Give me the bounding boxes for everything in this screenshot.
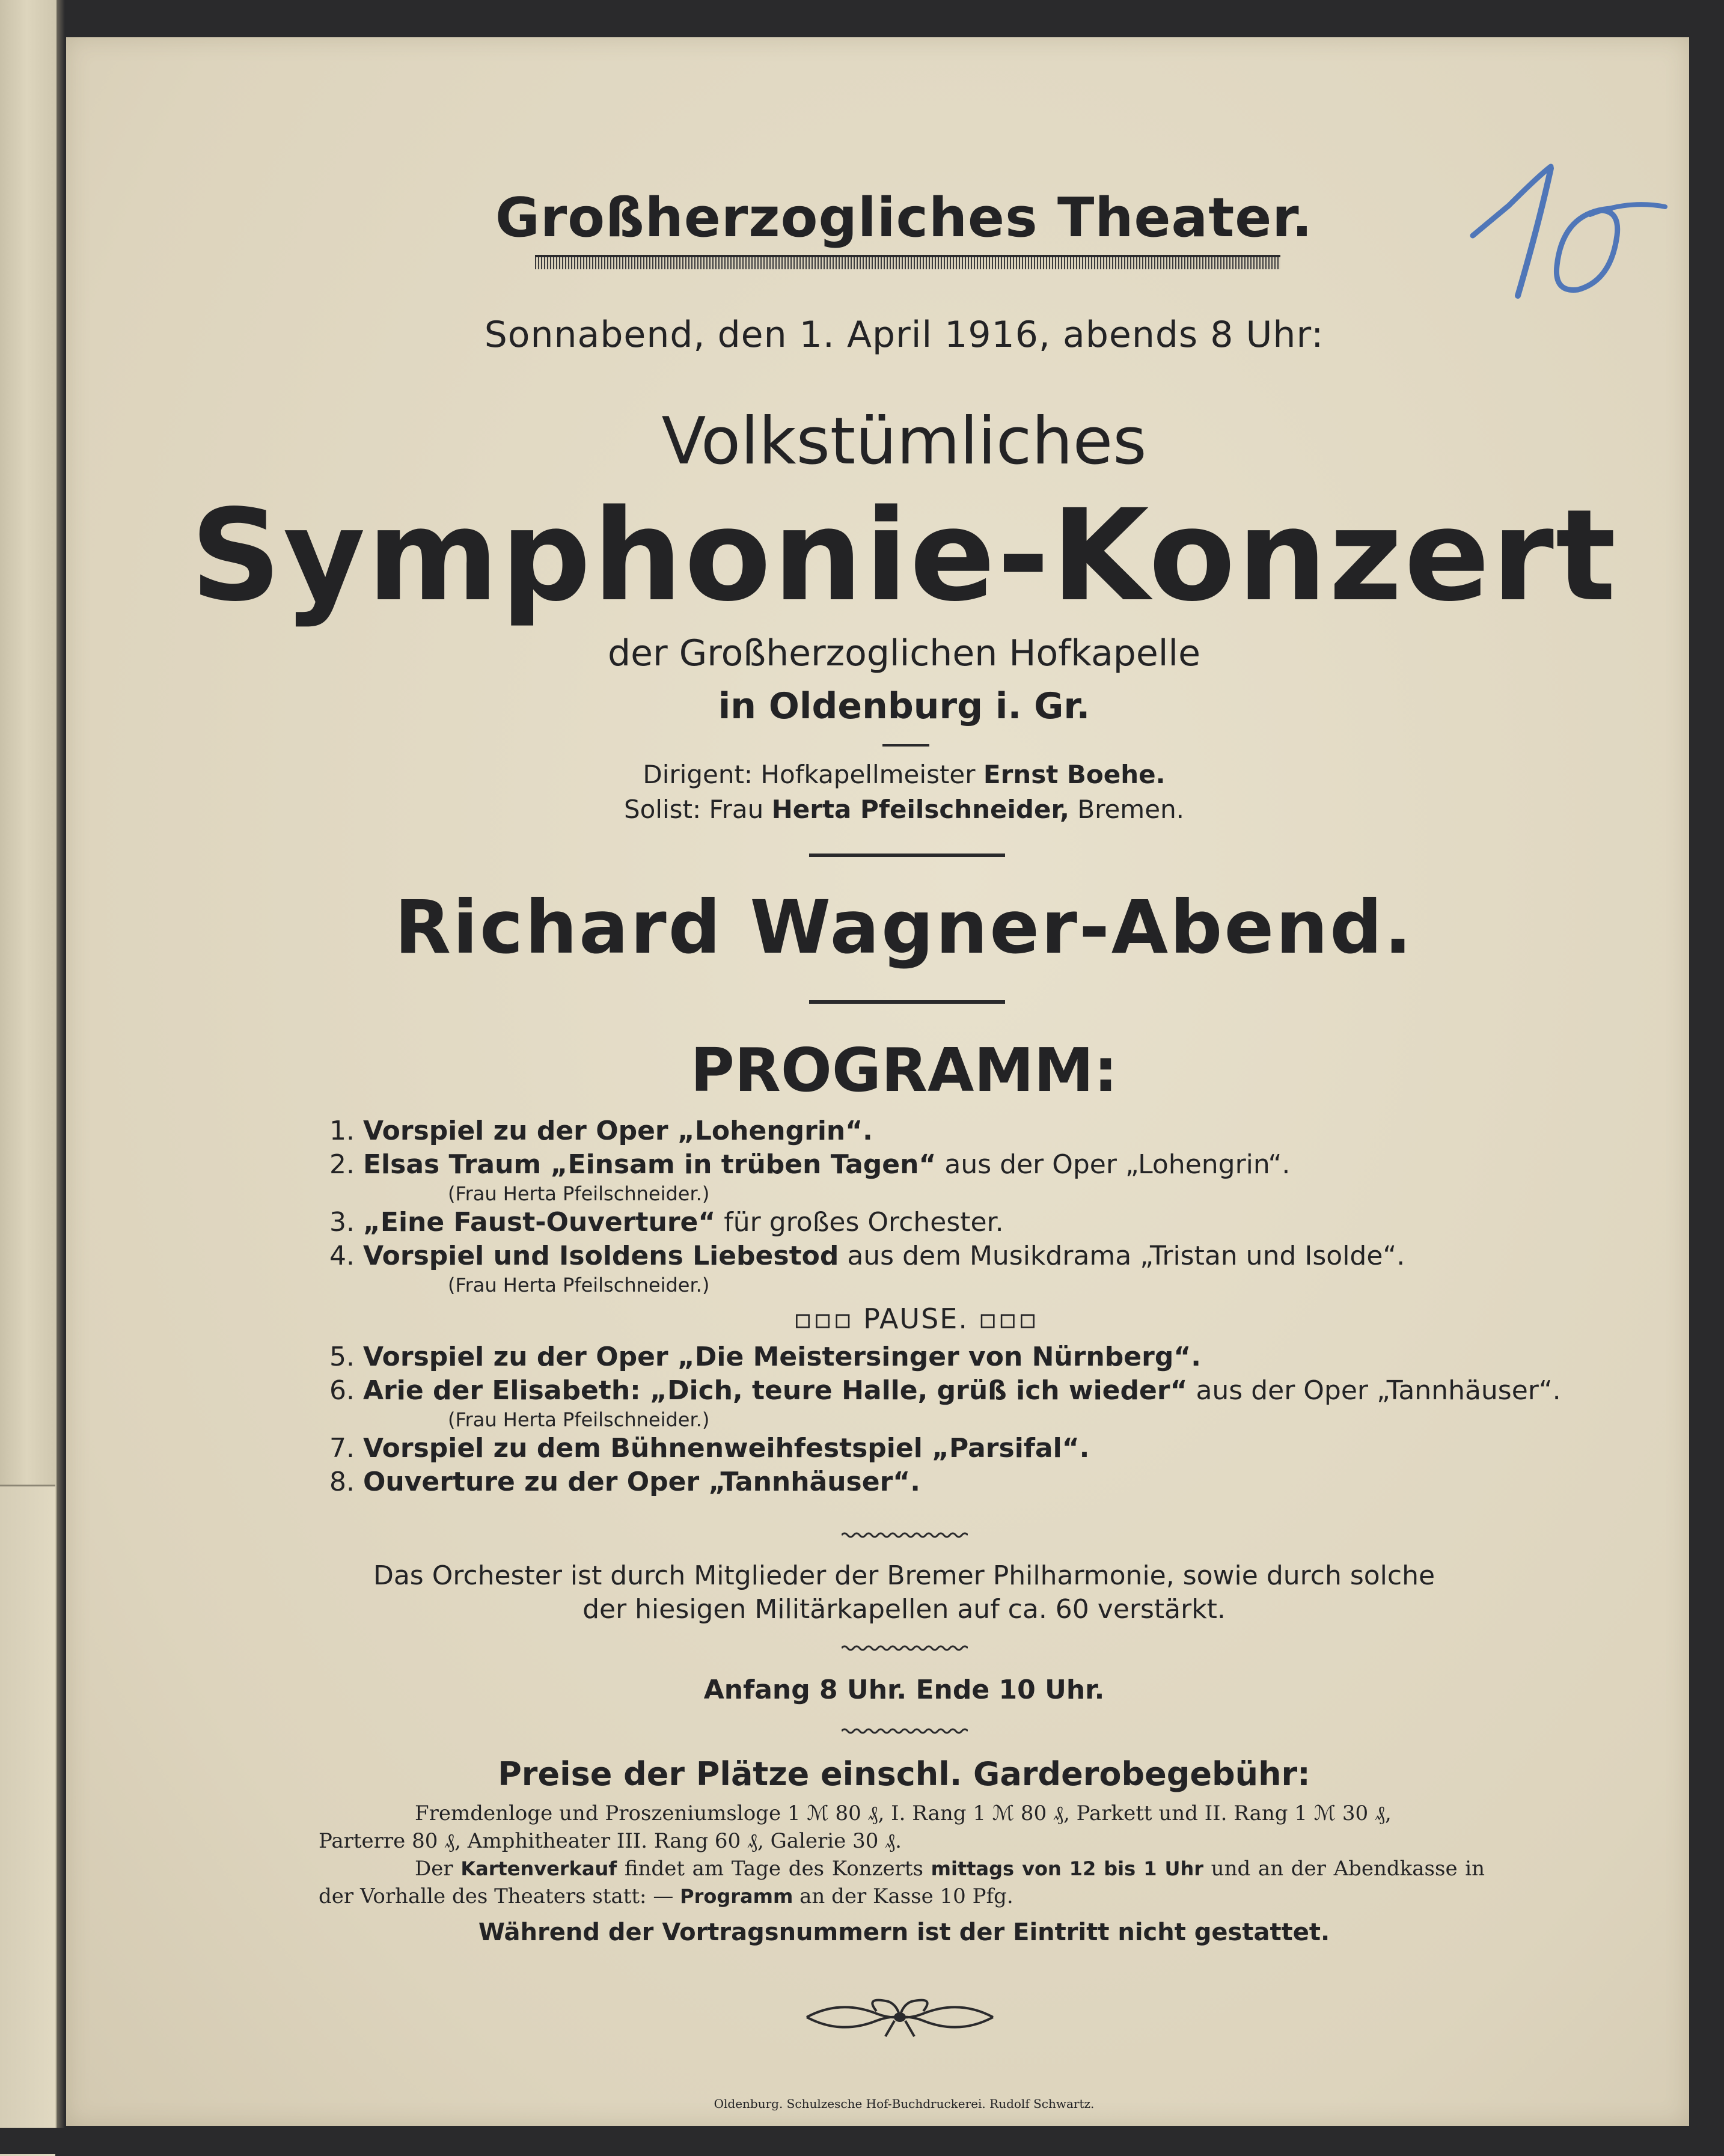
- conductor-line: [66, 760, 1724, 789]
- program-item-4-note: (Frau Herta Pfeilschneider.): [448, 1274, 710, 1296]
- soloist-city: Bremen.: [1077, 795, 1185, 824]
- title-line-4: in Oldenburg i. Gr.: [718, 685, 1090, 727]
- scan-background-strip: [0, 2128, 1724, 2154]
- conductor-label: Dirigent: Hofkapellmeister: [643, 760, 976, 789]
- program-item-6-note: (Frau Herta Pfeilschneider.): [448, 1408, 710, 1431]
- program-item-8: 8. Ouverture zu der Oper „Tannhäuser“.: [329, 1467, 920, 1497]
- title-line-1: Volkstümliches: [661, 404, 1147, 479]
- ticket-sale-info: Der Kartenverkauf findet am Tage des Konzerts mittags von 12 bis 1 Uhr und an der Abendkasse in der Vorhalle des Theaters statt: — Programm an der Kasse 10 Pfg.: [319, 1857, 1485, 1908]
- soloist-line: [66, 795, 1724, 824]
- theater-title: Großherzogliches Theater.: [495, 186, 1313, 249]
- soloist-label: Solist: Frau: [623, 795, 764, 824]
- program-item-2: 2. Elsas Traum „Einsam in trüben Tagen“ aus der Oper „Lohengrin“.: [329, 1149, 1291, 1180]
- ornament-wave-2: [842, 1643, 968, 1653]
- start-end-times: Anfang 8 Uhr. Ende 10 Uhr.: [703, 1675, 1105, 1705]
- conductor-name: Ernst Boehe.: [983, 760, 1166, 789]
- ornament-wave-3: [842, 1726, 968, 1736]
- main-title: Symphonie-Konzert: [190, 482, 1618, 629]
- divider-2: [809, 1000, 1005, 1004]
- adjacent-page-lower: [0, 1485, 55, 2156]
- pause-label: ▫▫▫ PAUSE. ▫▫▫: [793, 1302, 1039, 1335]
- divider-1: [809, 854, 1005, 857]
- program-list: [319, 1114, 1561, 1499]
- program-item-7: 7. Vorspiel zu dem Bühnenweihfestspiel „Parsifal“.: [329, 1433, 1090, 1464]
- printer-imprint: Oldenburg. Schulzesche Hof-Buchdruckerei. Rudolf Schwartz.: [714, 2096, 1095, 2111]
- title-line-3: der Großherzoglichen Hofkapelle: [607, 632, 1200, 674]
- program-item-4: 4. Vorspiel und Isoldens Liebestod aus dem Musikdrama „Tristan und Isolde“.: [329, 1241, 1405, 1271]
- title-underline: [535, 255, 1280, 269]
- page-gutter: [57, 0, 65, 2154]
- handwritten-page-number: [1467, 163, 1671, 302]
- orchestra-note-line-1: Das Orchester ist durch Mitglieder der Bremer Philharmonie, sowie durch solche: [373, 1560, 1435, 1591]
- program-item-1: 1. Vorspiel zu der Oper „Lohengrin“.: [329, 1116, 873, 1146]
- program-item-5: 5. Vorspiel zu der Oper „Die Meistersinger von Nürnberg“.: [329, 1342, 1201, 1372]
- programm-heading: PROGRAMM:: [690, 1035, 1118, 1105]
- divider-short: [882, 744, 929, 747]
- program-item-3: 3. „Eine Faust-Ouverture“ für großes Orchester.: [329, 1207, 1004, 1238]
- date-line: Sonnabend, den 1. April 1916, abends 8 Uhr:: [484, 314, 1324, 356]
- prices-heading: Preise der Plätze einschl. Garderobegebühr:: [498, 1755, 1310, 1793]
- soloist-name: Herta Pfeilschneider,: [771, 795, 1069, 824]
- concert-program-sheet: [66, 37, 1689, 2126]
- prices-block: [319, 1800, 1485, 1910]
- event-title: Richard Wagner-Abend.: [394, 885, 1414, 970]
- program-item-6: 6. Arie der Elisabeth: „Dich, teure Halle, grüß ich wieder“ aus der Oper „Tannhäuser“.: [329, 1375, 1561, 1406]
- prices-line-1: Fremdenloge und Proszeniumsloge 1 ℳ 80 ₰, I. Rang 1 ℳ 80 ₰, Parkett und II. Rang 1 ℳ 30 ₰,: [415, 1801, 1392, 1825]
- entry-warning: Während der Vortragsnummern ist der Eintritt nicht gestattet.: [478, 1919, 1330, 1946]
- prices-line-2: Parterre 80 ₰, Amphitheater III. Rang 60 ₰, Galerie 30 ₰.: [319, 1829, 902, 1853]
- orchestra-note-line-2: der hiesigen Militärkapellen auf ca. 60 verstärkt.: [582, 1594, 1226, 1625]
- bow-ornament-icon: [804, 1993, 995, 2041]
- program-item-2-note: (Frau Herta Pfeilschneider.): [448, 1182, 710, 1205]
- ornament-wave-1: [842, 1530, 968, 1540]
